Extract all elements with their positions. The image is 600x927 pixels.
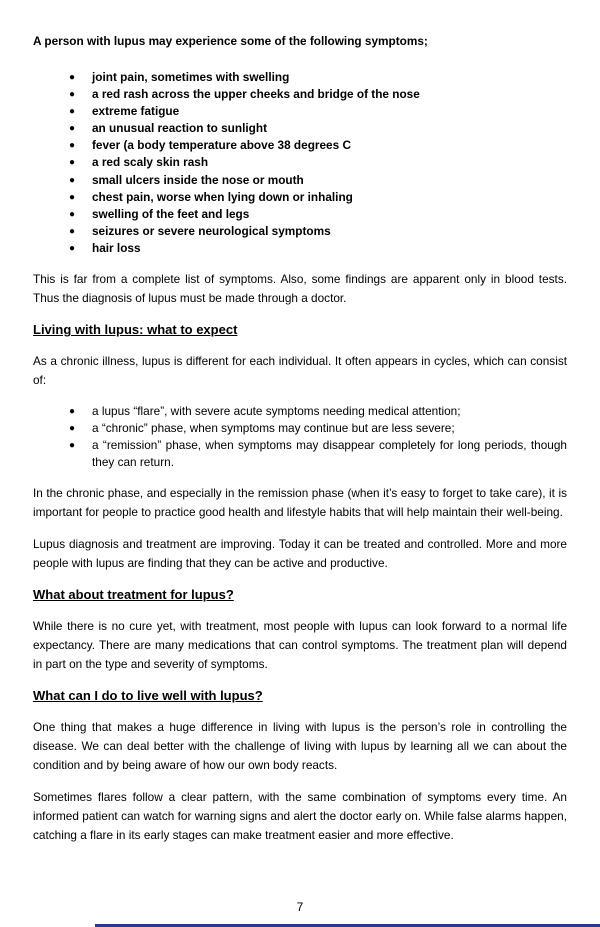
symptom-text: joint pain, sometimes with swelling [92, 70, 290, 84]
bullet-icon: ● [69, 106, 76, 118]
symptom-item [69, 206, 567, 223]
symptom-item [69, 154, 567, 171]
bullet-icon: ● [69, 72, 76, 83]
phase-text: a “chronic” phase, when symptoms may continue but are less severe; [92, 421, 455, 436]
symptom-item [69, 240, 567, 257]
live-well-paragraph-1: One thing that makes a huge difference in living with lupus is the person’s role in controlling the disease. We can deal better with the challenge of living with lupus by learning all we can about the condition and by being aware of how our own body reacts. [33, 720, 567, 773]
bullet-icon: ● [69, 440, 76, 452]
bullet-icon: ● [69, 191, 76, 203]
symptom-item [69, 103, 567, 120]
intro-paragraph: A person with lupus may experience some of the following symptoms; [33, 34, 428, 48]
symptom-item [69, 189, 567, 206]
symptom-text: seizures or severe neurological symptoms [92, 223, 331, 238]
symptom-text: an unusual reaction to sunlight [92, 121, 267, 136]
bullet-icon: ● [69, 423, 76, 435]
bullet-icon: ● [69, 174, 76, 186]
symptom-text: fever (a body temperature above 38 degrees C [92, 138, 351, 153]
bullet-icon: ● [69, 225, 76, 237]
bullet-icon: ● [69, 406, 76, 418]
symptom-item [69, 172, 567, 189]
live-well-paragraph-2: Sometimes flares follow a clear pattern, with the same combination of symptoms every time. An informed patient can watch for warning signs and alert the doctor early on. While false alarms happen, catching a flare in its early stages can make treatment easier and more effective. [33, 790, 567, 843]
section-heading-live-well: What can I do to live well with lupus? [33, 688, 263, 704]
bullet-icon: ● [69, 208, 76, 220]
symptoms-list [33, 69, 567, 257]
phase-item [69, 403, 567, 420]
symptom-text: small ulcers inside the nose or mouth [92, 172, 304, 187]
phases-list [33, 403, 567, 471]
treatment-paragraph: While there is no cure yet, with treatment, most people with lupus can look forward to a normal life expectancy. There are many medications that can control symptoms. The treatment plan will depend in part on the type and severity of symptoms. [33, 619, 567, 672]
living-paragraph-3: Lupus diagnosis and treatment are improving. Today it can be treated and controlled. More and more people with lupus are finding that they can be active and productive. [33, 537, 567, 571]
symptom-item [69, 86, 567, 103]
bullet-icon: ● [69, 123, 76, 135]
symptom-text: chest pain, worse when lying down or inhaling [92, 189, 353, 204]
symptom-item [69, 137, 567, 154]
symptoms-note-paragraph: This is far from a complete list of symptoms. Also, some findings are apparent only in blood tests. Thus the diagnosis of lupus must be made through a doctor. [33, 272, 567, 306]
phase-text: a lupus “flare”, with severe acute symptoms needing medical attention; [92, 404, 461, 419]
bullet-icon: ● [69, 140, 76, 152]
symptom-item [69, 69, 567, 86]
symptom-text: a red rash across the upper cheeks and bridge of the nose [92, 87, 420, 102]
section-heading-living-with-lupus: Living with lupus: what to expect [33, 322, 238, 338]
phase-item [69, 437, 567, 471]
symptom-text: swelling of the feet and legs [92, 206, 250, 221]
bullet-icon: ● [69, 89, 76, 101]
living-paragraph-2: In the chronic phase, and especially in the remission phase (when it’s easy to forget to take care), it is important for people to practice good health and lifestyle habits that will help maintain their well-being. [33, 486, 567, 520]
phase-text: a “remission” phase, when symptoms may disappear completely for long periods, though they can return. [92, 438, 567, 470]
bullet-icon: ● [69, 157, 76, 169]
living-paragraph-1: As a chronic illness, lupus is different for each individual. It often appears in cycles, which can consist of: [33, 354, 567, 388]
section-heading-treatment: What about treatment for lupus? [33, 587, 234, 603]
phase-item [69, 420, 567, 437]
page-number: 7 [296, 900, 304, 914]
symptom-text: extreme fatigue [92, 104, 180, 119]
symptom-item [69, 223, 567, 240]
bullet-icon: ● [69, 242, 76, 254]
symptom-text: a red scaly skin rash [92, 155, 209, 170]
symptom-text: hair loss [92, 240, 141, 255]
symptom-item [69, 120, 567, 137]
